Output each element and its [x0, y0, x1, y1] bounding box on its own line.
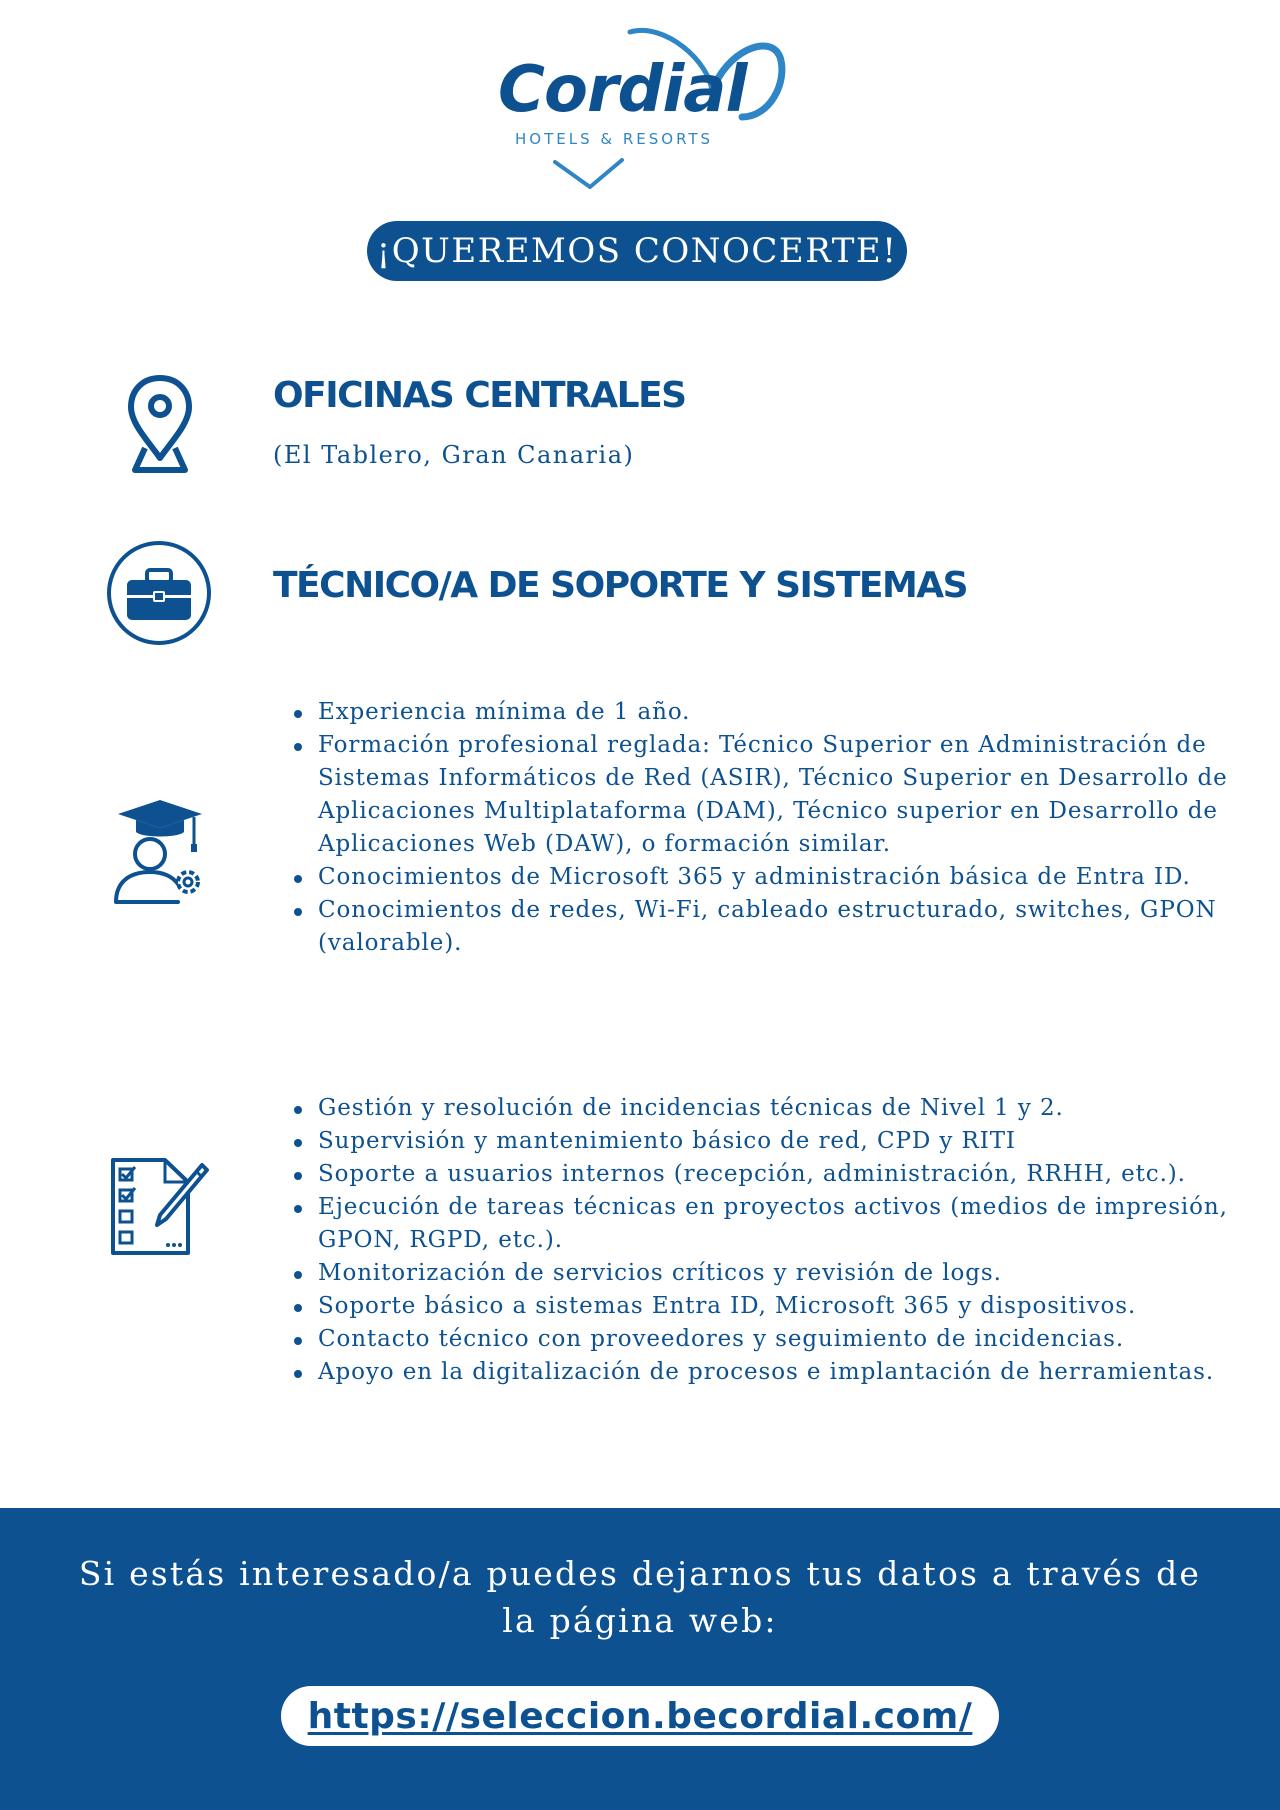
requirement-item: Experiencia mínima de 1 año. — [292, 696, 1242, 729]
website-link[interactable]: https://seleccion.becordial.com/ — [307, 1695, 973, 1737]
tasks-list — [292, 1092, 1242, 1389]
requirement-item: Conocimientos de redes, Wi-Fi, cableado estructurado, switches, GPON (valorable). — [292, 894, 1242, 960]
footer — [0, 1508, 1280, 1810]
task-item: Gestión y resolución de incidencias técnicas de Nivel 1 y 2. — [292, 1092, 1242, 1125]
briefcase-icon — [106, 540, 212, 646]
task-item: Apoyo en la digitalización de procesos e implantación de herramientas. — [292, 1356, 1242, 1389]
logo-wordmark: Cordial — [498, 53, 747, 127]
task-item: Monitorización de servicios críticos y revisión de logs. — [292, 1257, 1242, 1290]
task-item: Soporte a usuarios internos (recepción, administración, RRHH, etc.). — [292, 1158, 1242, 1191]
location-pin-icon — [125, 374, 195, 474]
checklist-pencil-icon — [110, 1157, 210, 1257]
footer-text: Si estás interesado/a puedes dejarnos tus datos a través de la página web: — [78, 1554, 1202, 1640]
graduate-gear-icon — [112, 798, 208, 906]
requirement-item: Formación profesional reglada: Técnico Superior en Administración de Sistemas Informáticos de Red (ASIR), Técnico Superior en Desarrollo de Aplicaciones Multiplataforma (DAM), Técnico superior en Desarrollo de Aplicaciones Web (DAW), o formación similar. — [292, 729, 1242, 861]
requirement-item: Conocimientos de Microsoft 365 y administración básica de Entra ID. — [292, 861, 1242, 894]
logo-tagline: HOTELS & RESORTS — [515, 130, 714, 148]
task-item: Supervisión y mantenimiento básico de red, CPD y RITI — [292, 1125, 1242, 1158]
task-item: Ejecución de tareas técnicas en proyectos activos (medios de impresión, GPON, RGPD, etc.). — [292, 1191, 1242, 1257]
job-title: TÉCNICO/A DE SOPORTE Y SISTEMAS — [273, 565, 968, 606]
task-item: Contacto técnico con proveedores y seguimiento de incidencias. — [292, 1323, 1242, 1356]
office-title: OFICINAS CENTRALES — [273, 375, 686, 416]
requirements-list — [292, 696, 1242, 960]
headline-banner: ¡QUEREMOS CONOCERTE! — [367, 221, 907, 281]
url-pill — [281, 1686, 999, 1746]
cordial-logo — [480, 22, 800, 202]
office-subtitle: (El Tablero, Gran Canaria) — [273, 441, 635, 469]
task-item: Soporte básico a sistemas Entra ID, Microsoft 365 y dispositivos. — [292, 1290, 1242, 1323]
